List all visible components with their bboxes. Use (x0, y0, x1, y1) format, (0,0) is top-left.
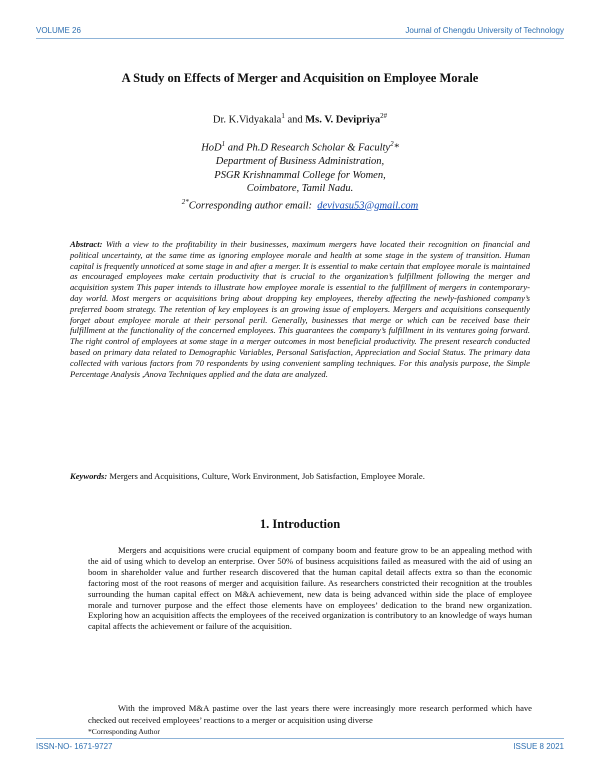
keywords (70, 471, 530, 481)
intro-paragraph-2: With the improved M&A pastime over the last years there were increasingly more research performed which have checked out received employees’ reactions to a merger or acquisition using diverse (88, 703, 532, 725)
author-1-sup: 1 (281, 112, 285, 120)
keywords-label: Keywords: (70, 471, 108, 481)
affiliation-line-4: Coimbatore, Tamil Nadu. (246, 183, 354, 194)
abstract-label: Abstract: (70, 239, 103, 249)
abstract (70, 239, 530, 379)
footer-divider (36, 738, 564, 739)
author-and: and (287, 114, 303, 126)
abstract-text: With a view to the profitability in their businesses, maximum mergers have located their recognition on financial and political uncertainty, at the same time as ignoring employee morale and health at some stage in the system of transition. Human capital is frequently unnoticed at some stage in and after a merger. It is essential to make certain that employee morale is maintained as encouraged employees make certain productivity that is crucial to the organization’s fulfillment following the merger and acquisition system This paper intends to illustrate how employee morale is essential to the fulfillment of mergers in contemporary-day world. Most mergers or acquisitions bring about dropping key employees, thereby affecting the newly-fashioned company’s preferred boom strategy. The retention of key employees is an growing issue of employers. Mergers and acquisitions consequently forget about employee morale at their personal peril. Generally, businesses that merge or which can be received base their fulfillment at the functionality of the concerned employees. This guarantees the company’s fulfillment in its ventures going forward. The right control of employees at some stage in a merger outcomes in most beneficial productivity. The present research conducted based on primary data related to Demographic Variables, Personal Satisfaction, Appreciation and Social Status. The primary data collected with various factors from 70 respondents by using convenient sampling techniques. For this analysis purpose, the Simple Percentage Analysis ,Anova Techniques applied and the data are analyzed. (70, 239, 530, 379)
footnote: *Corresponding Author (88, 727, 160, 736)
author-1: Dr. K.Vidyakala (212, 114, 282, 126)
paper-title: A Study on Effects of Merger and Acquisition on Employee Morale (121, 71, 479, 85)
footer-issue: ISSUE 8 2021 (513, 742, 564, 751)
author-2-sup: 2# (380, 112, 388, 120)
header-journal: Journal of Chengdu University of Technology (405, 26, 564, 35)
intro-paragraph-1: Mergers and acquisitions were crucial equipment of company boom and feature grow to be an appealing method with the aid of using which to develop an enterprise. Over 50% of business acquisitions failed as measured with the aid of using an boom in shareholder value and further research discovered that the human capital detail affects extra so than the economic factoring most of the root reasons of merger and acquisition failure. As researchers constricted their recognition at the troubles surrounding the human capital effect on M&A achievement, new data is being advanced within side the place of employee morale and turnover purpose and the effect those elements have on employees’ dedication to the brand new organization. Exploring how an acquisition affects the employees of the received organization is contributory to an knowledge of ways human capital affects the achievement or failure of the acquisition. (88, 545, 532, 632)
email-link[interactable]: devivasu53@gmail.com (317, 200, 419, 211)
affiliation-line-2: Department of Business Administration, (215, 156, 385, 167)
author-2: Ms. V. Devipriya (305, 114, 381, 126)
keywords-text: Mergers and Acquisitions, Culture, Work Environment, Job Satisfaction, Employee Morale. (107, 471, 425, 481)
affiliation-line-3: PSGR Krishnammal College for Women, (214, 169, 386, 181)
header-divider (36, 38, 564, 39)
header-volume: VOLUME 26 (36, 26, 81, 35)
author-line (0, 112, 600, 126)
corresponding-line: $^{2*}$Corresponding author email: devivasu53@gmail.com (181, 197, 419, 211)
affiliation-block (0, 138, 600, 213)
affiliation-line-1: HoD$^1$ and Ph.D Research Scholar & Faculty$^2$* (201, 140, 399, 154)
section-heading-introduction: 1. Introduction (259, 517, 341, 531)
footer-issn: ISSN-NO- 1671-9727 (36, 742, 113, 751)
